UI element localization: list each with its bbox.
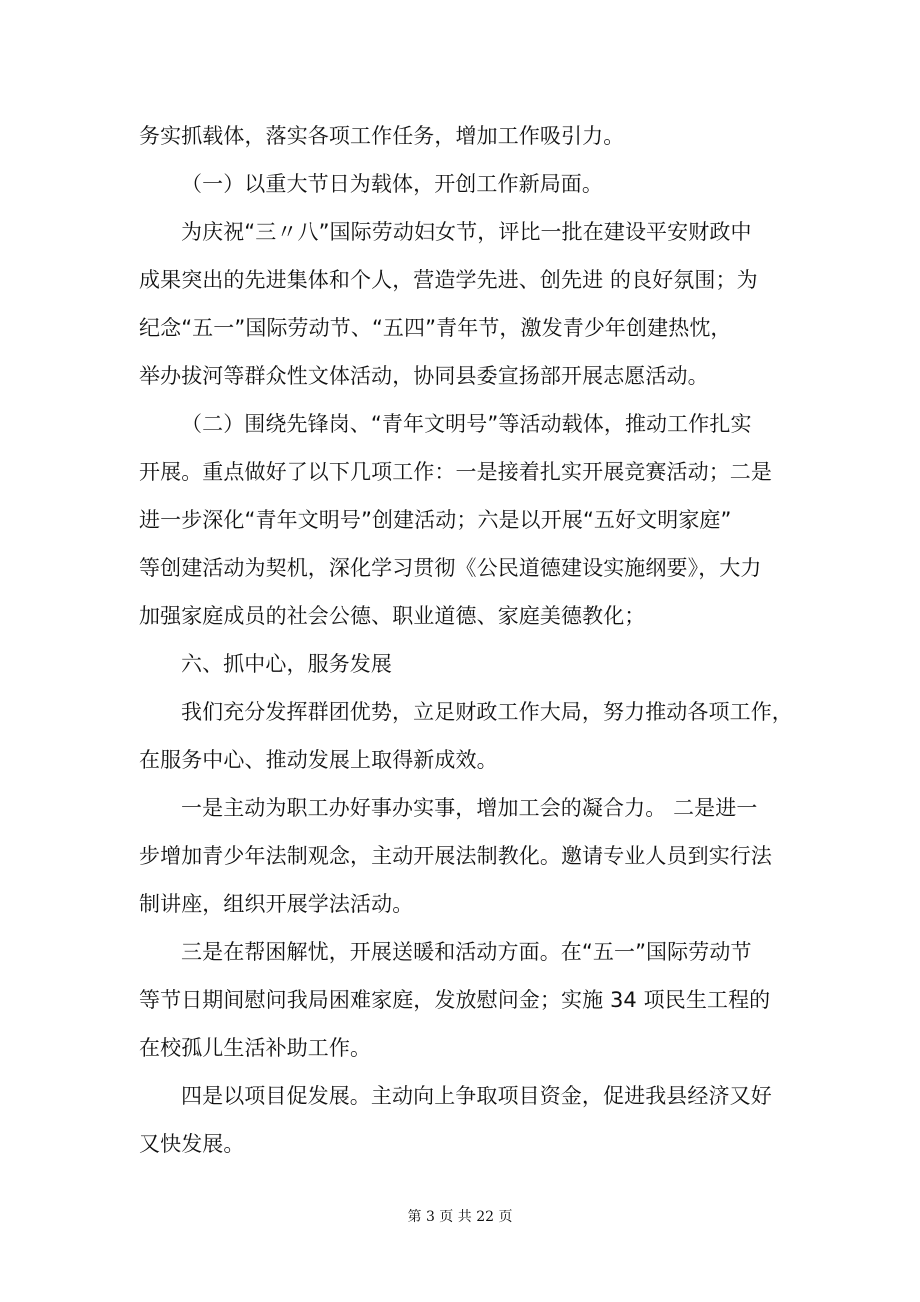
- text-line-5: 纪念“五一”国际劳动节、“五四”青年节，激发青少年创建热忱，: [139, 316, 732, 340]
- text-line-9: 进一步深化“青年文明号”创建活动；六是以开展“五好文明家庭”: [139, 508, 732, 532]
- text-line-15: 一是主动为职工办好事办实事，增加工会的凝合力。 二是进一: [181, 796, 758, 820]
- text-line-1: 务实抓载体，落实各项工作任务，增加工作吸引力。: [139, 124, 625, 148]
- text-line-10: 等创建活动为契机，深化学习贯彻《公民道德建设实施纲要》，大力: [139, 556, 762, 580]
- text-line-13: 我们充分发挥群团优势，立足财政工作大局，努力推动各项工作，: [181, 700, 793, 724]
- text-line-20: 在校孤儿生活补助工作。: [139, 1036, 372, 1060]
- document-body: [139, 112, 794, 1168]
- text-line-4: 成果突出的先进集体和个人，营造学先进、创先进 的良好氛围；为: [139, 268, 758, 292]
- text-line-21: 四是以项目促发展。主动向上争取项目资金，促进我县经济又好: [181, 1084, 772, 1108]
- text-line-3: 为庆祝“三〃八”国际劳动妇女节，评比一批在建设平安财政中: [181, 220, 752, 244]
- text-line-19: 等节日期间慰问我局困难家庭，发放慰问金；实施 34 项民生工程的: [139, 988, 771, 1012]
- page-footer: 第 3 页 共 22 页: [407, 1209, 513, 1225]
- text-line-6: 举办拔河等群众性文体活动，协同县委宣扬部开展志愿活动。: [139, 364, 709, 388]
- text-line-22: 又快发展。: [139, 1132, 245, 1156]
- text-line-16: 步增加青少年法制观念，主动开展法制教化。邀请专业人员到实行法: [139, 844, 772, 868]
- text-line-2: （一）以重大节日为载体，开创工作新局面。: [181, 172, 603, 196]
- text-line-11: 加强家庭成员的社会公德、职业道德、家庭美德教化；: [139, 604, 646, 628]
- section-heading: 六、抓中心，服务发展: [181, 652, 392, 676]
- text-line-8: 开展。重点做好了以下几项工作：一是接着扎实开展竞赛活动；二是: [139, 460, 772, 484]
- text-line-14: 在服务中心、推动发展上取得新成效。: [139, 748, 498, 772]
- text-line-18: 三是在帮困解忧，开展送暖和活动方面。在“五一”国际劳动节: [181, 940, 752, 964]
- text-line-17: 制讲座，组织开展学法活动。: [139, 892, 414, 916]
- text-line-7: （二）围绕先锋岗、“青年文明号”等活动载体，推动工作扎实: [181, 412, 752, 436]
